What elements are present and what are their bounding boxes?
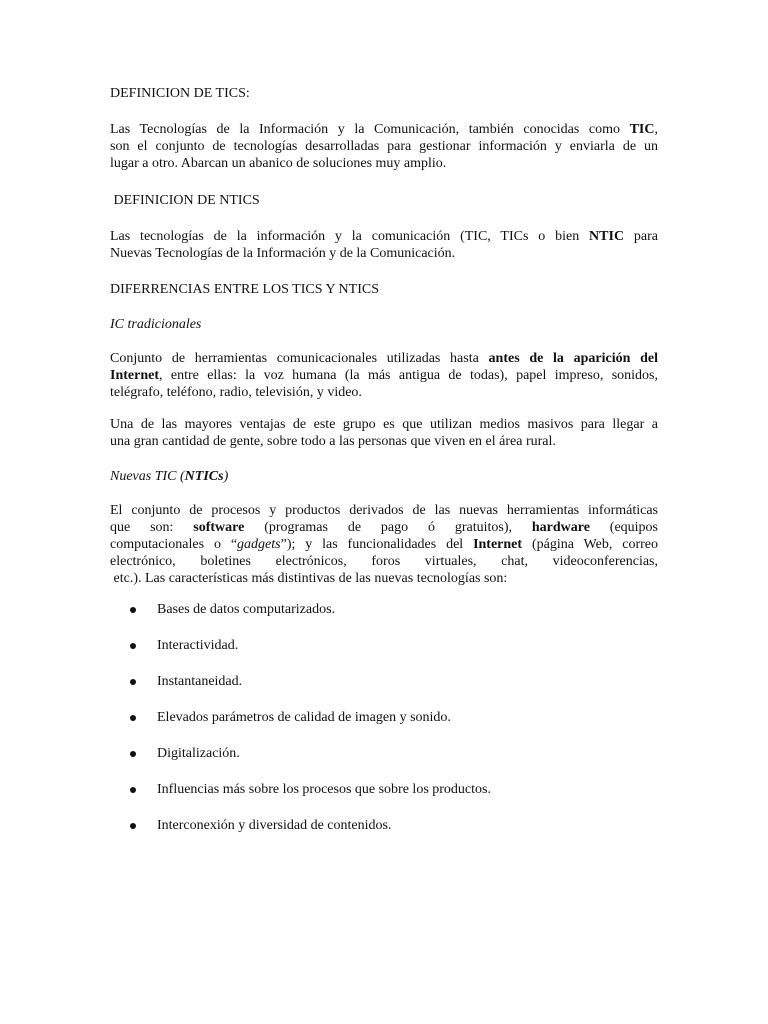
text-line: Las Tecnologías de la Información y la Comunicación, también conocidas como TIC,: [110, 122, 658, 137]
paragraph-nuevas-tic: [110, 502, 658, 587]
heading-nuevas-tic: Nuevas TIC (NTICs): [110, 469, 229, 484]
text-line: Conjunto de herramientas comunicacionales utilizadas hasta antes de la aparición del: [110, 351, 658, 366]
bullet-icon: [130, 607, 136, 613]
text-line: lugar a otro. Abarcan un abanico de soluciones muy amplio.: [110, 156, 447, 171]
characteristics-list: [110, 601, 658, 853]
heading-definicion-ntics: DEFINICION DE NTICS: [110, 193, 260, 208]
text-line: son el conjunto de tecnologías desarrolladas para gestionar información y enviarla de un: [110, 139, 658, 154]
bullet-icon: [130, 643, 136, 649]
bullet-icon: [130, 787, 136, 793]
list-item: Digitalización.: [110, 745, 658, 781]
paragraph-ventajas: [110, 416, 658, 450]
heading-ic-tradicionales: IC tradicionales: [110, 317, 202, 332]
list-item: Instantaneidad.: [110, 673, 658, 709]
text-line: Una de las mayores ventajas de este grupo es que utilizan medios masivos para llegar a: [110, 417, 658, 432]
paragraph-definicion-tics: [110, 121, 658, 172]
text-line: computacionales o “gadgets”); y las funcionalidades del Internet (página Web, correo: [110, 537, 658, 552]
list-item: Interconexión y diversidad de contenidos.: [110, 817, 658, 853]
text-line: Las tecnologías de la información y la comunicación (TIC, TICs o bien NTIC para: [110, 229, 658, 244]
text-line: telégrafo, teléfono, radio, televisión, y video.: [110, 385, 362, 400]
text-line: una gran cantidad de gente, sobre todo a las personas que viven en el área rural.: [110, 434, 556, 449]
bullet-icon: [130, 823, 136, 829]
list-item: Bases de datos computarizados.: [110, 601, 658, 637]
text-line: etc.). Las características más distintivas de las nuevas tecnologías son:: [110, 571, 508, 586]
bullet-icon: [130, 715, 136, 721]
heading-diferencias: DIFERRENCIAS ENTRE LOS TICS Y NTICS: [110, 282, 380, 297]
heading-definicion-tics: DEFINICION DE TICS:: [110, 86, 250, 101]
paragraph-ic-tradicionales: [110, 350, 658, 401]
text-line: Nuevas Tecnologías de la Información y de la Comunicación.: [110, 246, 456, 261]
bullet-icon: [130, 751, 136, 757]
list-item: Interactividad.: [110, 637, 658, 673]
text-line: El conjunto de procesos y productos derivados de las nuevas herramientas informáticas: [110, 503, 658, 518]
list-item: Influencias más sobre los procesos que sobre los productos.: [110, 781, 658, 817]
paragraph-definicion-ntics: [110, 228, 658, 262]
text-line: Internet, entre ellas: la voz humana (la más antigua de todas), papel impreso, sonidos,: [110, 368, 658, 383]
text-line: electrónico, boletines electrónicos, foros virtuales, chat, videoconferencias,: [110, 554, 658, 569]
list-item: Elevados parámetros de calidad de imagen y sonido.: [110, 709, 658, 745]
bullet-icon: [130, 679, 136, 685]
text-line: que son: software (programas de pago ó gratuitos), hardware (equipos: [110, 520, 658, 535]
